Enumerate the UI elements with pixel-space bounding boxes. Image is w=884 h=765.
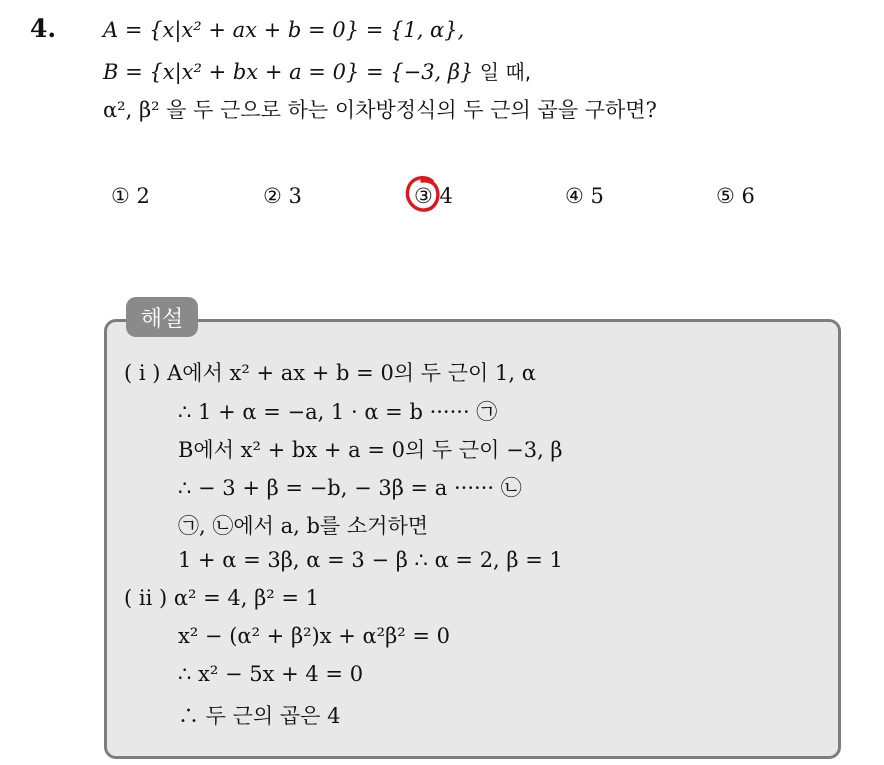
choice-4-symbol: ④: [565, 184, 584, 208]
choice-3-symbol: ③: [414, 184, 433, 208]
choice-4[interactable]: [565, 184, 604, 208]
choice-4-value: 5: [590, 184, 604, 208]
choice-2[interactable]: [263, 184, 302, 208]
solution-line-9: ∴ x² − 5x + 4 = 0: [178, 662, 364, 686]
solution-tag: 해설: [126, 297, 198, 337]
answer-mark-circle-icon: [405, 175, 441, 213]
question-line-2: [103, 56, 531, 85]
choice-5-value: 6: [741, 184, 755, 208]
solution-line-8: x² − (α² + β²)x + α²β² = 0: [178, 624, 450, 648]
choice-2-symbol: ②: [263, 184, 282, 208]
choice-1-symbol: ①: [111, 184, 130, 208]
choice-1-value: 2: [136, 184, 150, 208]
question-line-2-math: B = {x|x² + bx + a = 0} = {−3, β}: [103, 60, 474, 84]
question-line-3: α², β² 을 두 근으로 하는 이차방정식의 두 근의 곱을 구하면?: [103, 98, 657, 122]
solution-line-10: ∴ 두 근의 곱은 4: [178, 704, 341, 728]
solution-line-1: ( i ) A에서 x² + ax + b = 0의 두 근이 1, α: [124, 361, 536, 385]
solution-line-3: B에서 x² + bx + a = 0의 두 근이 −3, β: [178, 438, 563, 462]
choice-5-symbol: ⑤: [716, 184, 735, 208]
question-line-1: A = {x|x² + ax + b = 0} = {1, α},: [103, 18, 465, 42]
question-line-2-text: 일 때,: [473, 60, 532, 84]
solution-line-5: ㉠, ㉡에서 a, b를 소거하면: [178, 514, 429, 538]
choice-3-value: 4: [439, 184, 453, 208]
choice-1[interactable]: [111, 184, 150, 208]
choice-2-value: 3: [288, 184, 302, 208]
solution-line-7: ( ii ) α² = 4, β² = 1: [124, 586, 319, 610]
choice-5[interactable]: [716, 184, 755, 208]
solution-line-2: ∴ 1 + α = −a, 1 · α = b ······ ㉠: [178, 400, 498, 424]
question-number: 4.: [30, 14, 57, 43]
solution-line-4: ∴ − 3 + β = −b, − 3β = a ······ ㉡: [178, 476, 522, 500]
solution-line-6: 1 + α = 3β, α = 3 − β ∴ α = 2, β = 1: [178, 548, 563, 572]
answer-mark-stroke: [407, 178, 437, 210]
